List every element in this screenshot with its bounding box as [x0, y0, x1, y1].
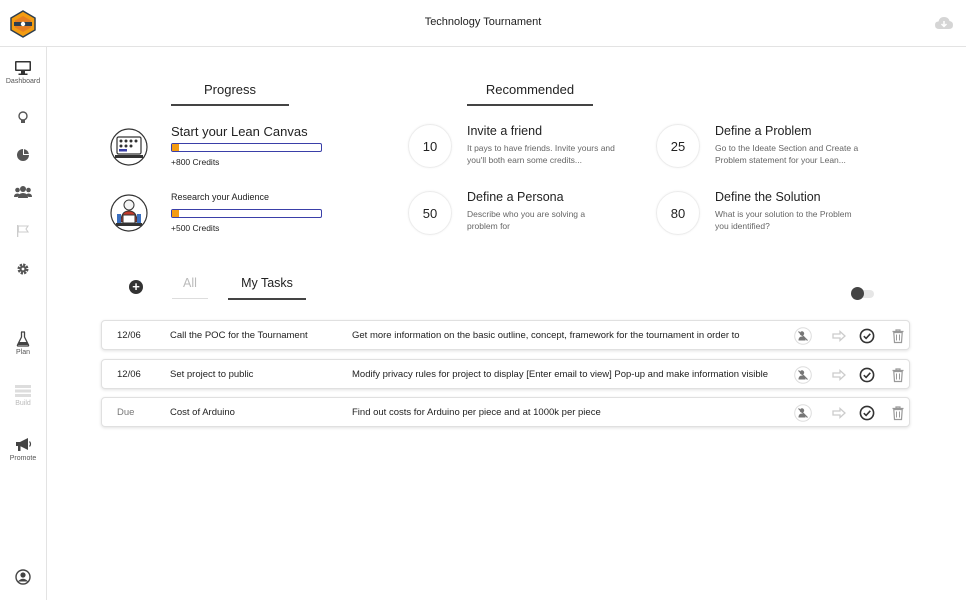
task-name: Call the POC for the Tournament: [170, 330, 308, 341]
users-icon: [14, 185, 32, 199]
lean-canvas-icon: [110, 128, 148, 166]
move-arrow-icon[interactable]: [830, 327, 848, 345]
sidebar-item-build[interactable]: [0, 384, 46, 407]
view-toggle[interactable]: [850, 287, 874, 300]
check-circle-icon[interactable]: [858, 327, 876, 345]
move-arrow-icon[interactable]: [830, 404, 848, 422]
tab-all[interactable]: All: [183, 276, 197, 290]
sidebar-item-dashboard[interactable]: [0, 60, 46, 85]
progress-bar: [171, 209, 322, 218]
add-task-button[interactable]: +: [129, 280, 143, 294]
task-description: Get more information on the basic outline, concept, framework for the tournament in order to: [352, 330, 740, 341]
tab-my-tasks-underline: [228, 298, 306, 300]
user-icon: [15, 569, 31, 585]
check-circle-icon[interactable]: [858, 366, 876, 384]
tab-my-tasks[interactable]: My Tasks: [241, 276, 293, 290]
task-row[interactable]: [101, 397, 910, 427]
trash-icon[interactable]: [889, 366, 907, 384]
sidebar-item-profile[interactable]: [0, 569, 46, 585]
sidebar-item-plan[interactable]: [0, 331, 46, 356]
flask-icon: [16, 331, 30, 347]
sidebar-item-promote[interactable]: [0, 437, 46, 462]
assign-user-icon[interactable]: [794, 404, 812, 422]
progress-title-underline: [171, 104, 289, 106]
sidebar-item-label: Dashboard: [5, 78, 41, 85]
toggle-knob: [851, 287, 864, 300]
task-row[interactable]: [101, 320, 910, 350]
bricks-icon: [14, 384, 32, 398]
recommended-item-title: Define a Problem: [715, 124, 812, 138]
task-row[interactable]: [101, 359, 910, 389]
monitor-icon: [14, 60, 32, 76]
progress-item-title: Start your Lean Canvas: [171, 124, 308, 139]
recommended-title-underline: [467, 104, 593, 106]
recommended-points-badge: 10: [408, 124, 452, 168]
sidebar-item-team[interactable]: [0, 185, 46, 199]
recommended-item-desc: What is your solution to the Problem you identified?: [715, 209, 852, 231]
recommended-points-badge: 80: [656, 191, 700, 235]
task-description: Find out costs for Arduino per piece and at 1000k per piece: [352, 407, 601, 418]
assign-user-icon[interactable]: [794, 366, 812, 384]
recommended-title: Recommended: [485, 82, 575, 97]
sidebar-item-analytics[interactable]: [0, 148, 46, 162]
task-description: Modify privacy rules for project to display [Enter email to view] Pop-up and make information visible: [352, 369, 769, 380]
recommended-item-title: Define a Persona: [467, 190, 564, 204]
progress-item-credits: +500 Credits: [171, 223, 220, 233]
gear-icon: [16, 262, 30, 276]
recommended-item-title: Define the Solution: [715, 190, 821, 204]
progress-title: Progress: [203, 82, 257, 97]
pie-chart-icon: [16, 148, 30, 162]
recommended-points-badge: 25: [656, 124, 700, 168]
tab-all-underline: [172, 298, 208, 299]
megaphone-icon: [14, 437, 32, 453]
recommended-item-desc: It pays to have friends. Invite yours and you'll both earn some credits...: [467, 143, 615, 165]
research-audience-icon: [110, 194, 148, 232]
assign-user-icon[interactable]: [794, 327, 812, 345]
lightbulb-icon: [17, 111, 29, 125]
trash-icon[interactable]: [889, 327, 907, 345]
app-title: Technology Tournament: [424, 16, 542, 28]
recommended-points-badge: 50: [408, 191, 452, 235]
progress-bar-fill: [172, 210, 179, 217]
progress-item-title: Research your Audience: [171, 192, 270, 202]
top-bar: [0, 0, 966, 47]
move-arrow-icon[interactable]: [830, 366, 848, 384]
cloud-download-icon[interactable]: [934, 15, 954, 31]
flag-icon: [16, 224, 30, 238]
task-date: 12/06: [117, 369, 141, 380]
task-name: Cost of Arduino: [170, 407, 235, 418]
task-date: Due: [117, 407, 135, 418]
sidebar-item-milestones[interactable]: [0, 224, 46, 238]
sidebar-item-ideate[interactable]: [0, 111, 46, 125]
recommended-item-desc: Describe who you are solving a problem for: [467, 209, 586, 231]
progress-item-credits: +800 Credits: [171, 157, 220, 167]
progress-bar: [171, 143, 322, 152]
task-name: Set project to public: [170, 369, 254, 380]
task-date: 12/06: [117, 330, 141, 341]
sidebar-item-label: Build: [15, 400, 31, 407]
recommended-item-desc: Go to the Ideate Section and Create a Problem statement for your Lean...: [715, 143, 859, 165]
sidebar-item-settings[interactable]: [0, 262, 46, 276]
sidebar: [0, 47, 47, 600]
sidebar-item-label: Plan: [15, 349, 30, 356]
progress-bar-fill: [172, 144, 179, 151]
trash-icon[interactable]: [889, 404, 907, 422]
sidebar-item-label: Promote: [9, 455, 37, 462]
recommended-item-title: Invite a friend: [467, 124, 543, 138]
check-circle-icon[interactable]: [858, 404, 876, 422]
